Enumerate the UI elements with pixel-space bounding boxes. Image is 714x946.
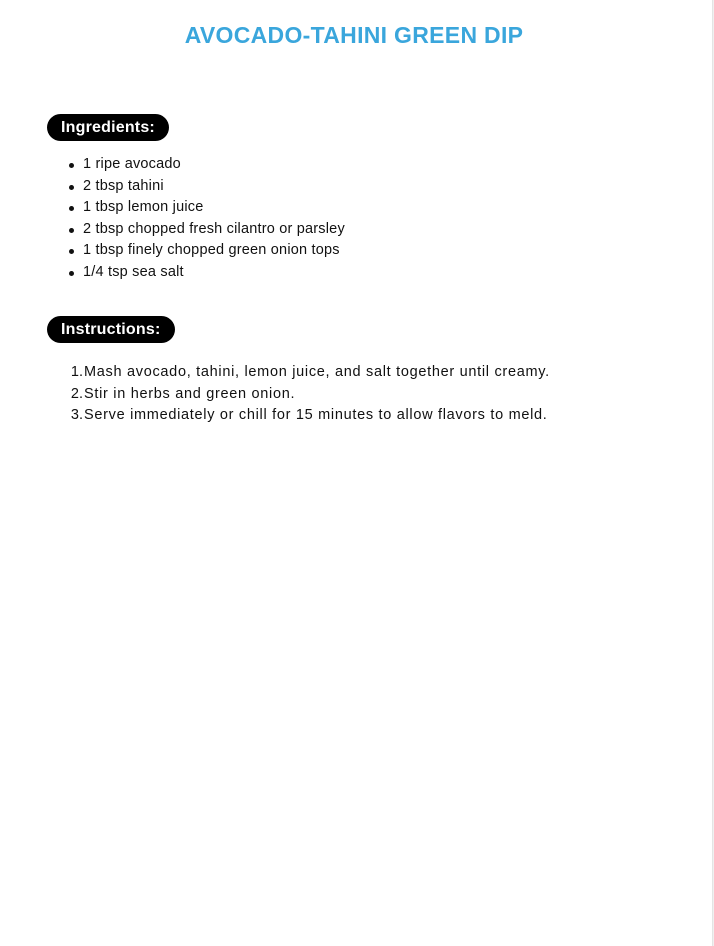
ingredient-item — [62, 262, 345, 284]
ingredient-text: 1/4 tsp sea salt — [83, 263, 184, 280]
bullet-icon — [69, 206, 74, 211]
bullet-icon — [69, 185, 74, 190]
ingredient-item — [62, 176, 345, 198]
instruction-step — [62, 362, 550, 384]
ingredient-text: 1 ripe avocado — [83, 156, 181, 172]
bullet-icon — [69, 271, 74, 276]
ingredient-text: 2 tbsp tahini — [83, 177, 164, 194]
ingredient-text: 1 tbsp lemon juice — [83, 199, 204, 216]
bullet-icon — [69, 163, 74, 168]
ingredient-text: 1 tbsp finely chopped green onion tops — [83, 242, 340, 259]
ingredient-item — [62, 240, 345, 262]
step-number: 3. — [70, 407, 83, 424]
step-text: Serve immediately or chill for 15 minutes to allow flavors to meld. — [84, 407, 548, 424]
ingredient-item — [62, 219, 345, 241]
step-number: 1. — [70, 364, 83, 380]
instruction-step — [62, 384, 550, 406]
instructions-list — [62, 362, 550, 427]
instruction-step — [62, 405, 550, 427]
instructions-heading: Instructions: — [47, 316, 175, 343]
ingredients-heading: Ingredients: — [47, 114, 169, 141]
ingredient-text: 2 tbsp chopped fresh cilantro or parsley — [83, 220, 345, 237]
ingredients-list — [62, 154, 345, 284]
bullet-icon — [69, 249, 74, 254]
ingredient-item — [62, 154, 345, 176]
step-number: 2. — [70, 385, 83, 402]
bullet-icon — [69, 228, 74, 233]
ingredient-item — [62, 197, 345, 219]
recipe-title: AVOCADO-TAHINI GREEN DIP — [184, 22, 524, 48]
step-text: Stir in herbs and green onion. — [84, 385, 296, 402]
step-text: Mash avocado, tahini, lemon juice, and salt together until creamy. — [84, 364, 550, 380]
